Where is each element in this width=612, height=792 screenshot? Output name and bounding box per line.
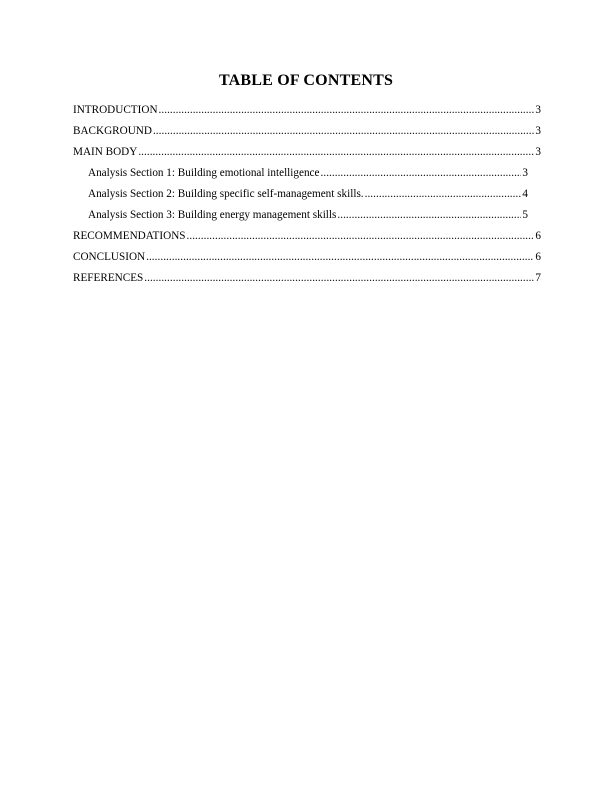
toc-page-number: 3 — [535, 104, 541, 116]
toc-page-number: 3 — [535, 146, 541, 158]
toc-page-number: 6 — [535, 230, 541, 242]
toc-leader-dots — [144, 272, 534, 284]
toc-entry-label: INTRODUCTION — [73, 104, 158, 116]
toc-entry-conclusion[interactable] — [73, 251, 541, 272]
toc-list — [73, 104, 541, 293]
toc-page-number: 6 — [535, 251, 541, 263]
toc-leader-dots — [187, 230, 535, 242]
toc-entry-label: CONCLUSION — [73, 251, 146, 263]
toc-page-number: 7 — [535, 272, 541, 284]
toc-entry-label: REFERENCES — [73, 272, 144, 284]
toc-leader-dots — [365, 188, 522, 200]
toc-entry-analysis-section-2[interactable] — [73, 188, 528, 209]
toc-page-number: 3 — [522, 167, 528, 179]
toc-entry-label: MAIN BODY — [73, 146, 138, 158]
toc-entry-label: RECOMMENDATIONS — [73, 230, 186, 242]
toc-page-number: 4 — [522, 188, 528, 200]
toc-entry-main-body[interactable] — [73, 146, 541, 167]
toc-leader-dots — [337, 209, 521, 221]
toc-entry-analysis-section-1[interactable] — [73, 167, 528, 188]
toc-entry-introduction[interactable] — [73, 104, 541, 125]
toc-leader-dots — [159, 104, 535, 116]
toc-entry-recommendations[interactable] — [73, 230, 541, 251]
toc-entry-label: Analysis Section 2: Building specific self-management skills. — [88, 188, 364, 200]
toc-page-number: 5 — [522, 209, 528, 221]
toc-page-number: 3 — [535, 125, 541, 137]
toc-entry-label: BACKGROUND — [73, 125, 152, 137]
toc-leader-dots — [321, 167, 522, 179]
toc-entry-background[interactable] — [73, 125, 541, 146]
toc-entry-analysis-section-3[interactable] — [73, 209, 528, 230]
toc-title: TABLE OF CONTENTS — [218, 72, 394, 89]
toc-entry-references[interactable] — [73, 272, 541, 293]
toc-leader-dots — [146, 251, 534, 263]
toc-leader-dots — [138, 146, 534, 158]
toc-entry-label: Analysis Section 3: Building energy management skills — [88, 209, 337, 221]
toc-entry-label: Analysis Section 1: Building emotional intelligence — [88, 167, 320, 179]
toc-leader-dots — [153, 125, 534, 137]
